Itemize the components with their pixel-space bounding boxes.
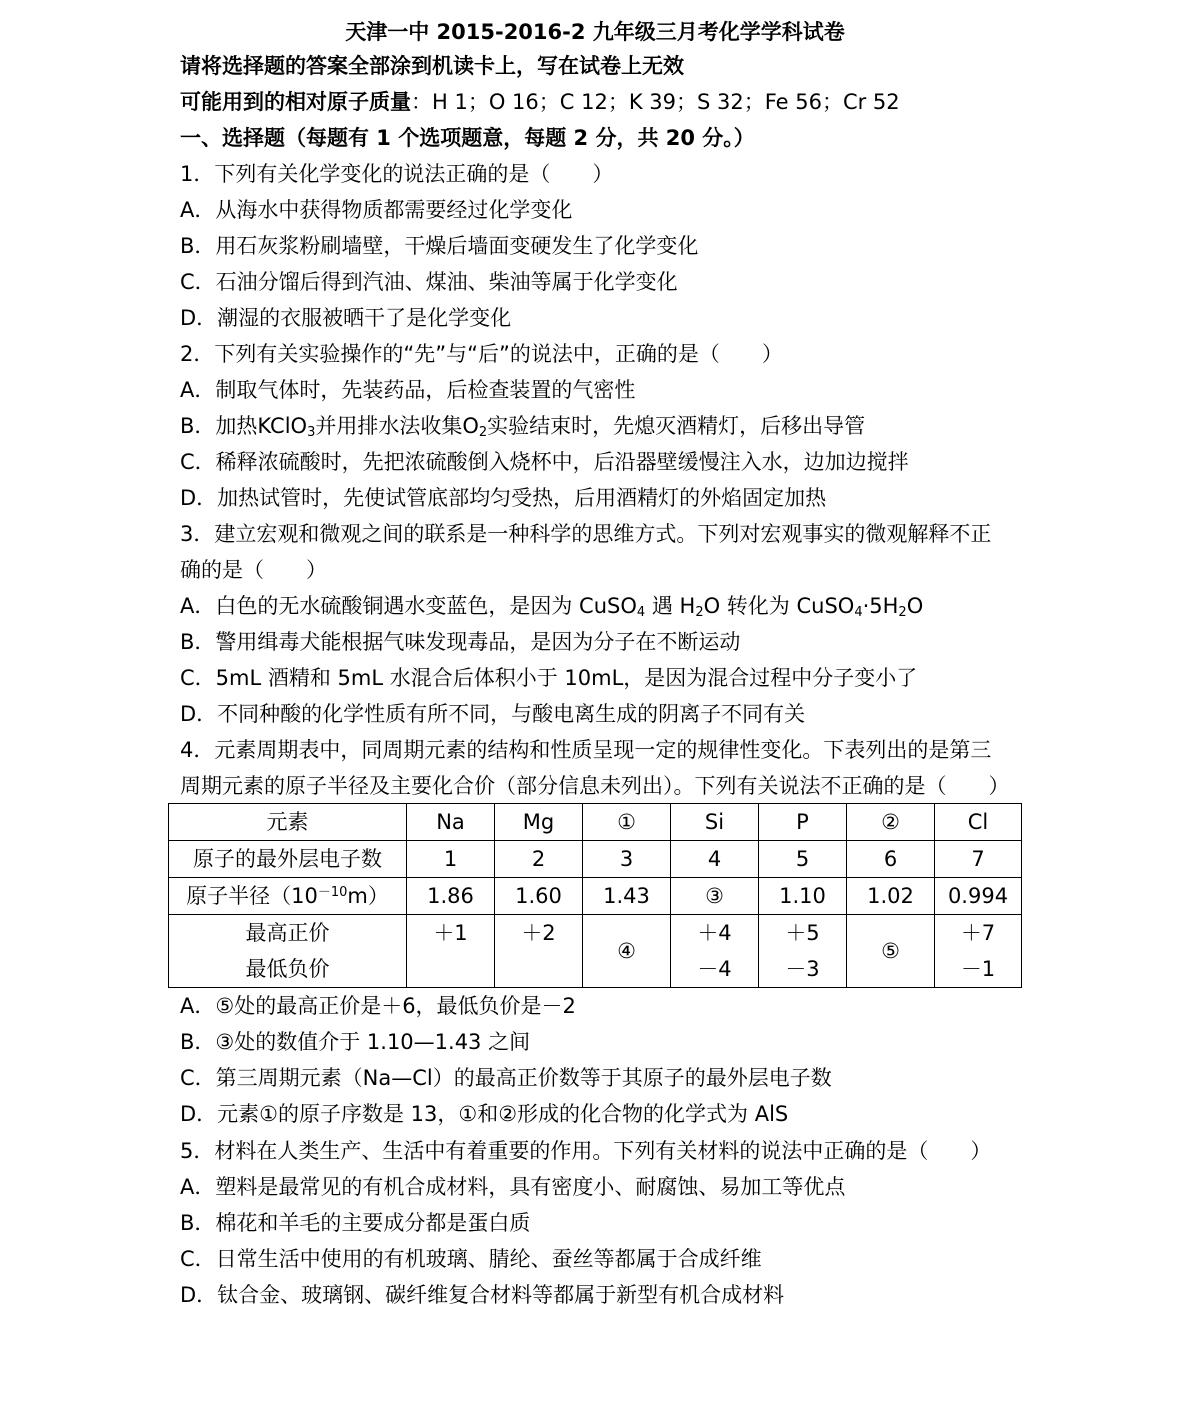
- electrons-cell: 4: [671, 841, 759, 878]
- question-3-stem-line-1: 3．建立宏观和微观之间的联系是一种科学的思维方式。下列对宏观事实的微观解释不正: [180, 522, 992, 546]
- valence-row-labels: [169, 915, 407, 988]
- atomic-mass-label: 可能用到的相对原子质量: [180, 90, 411, 114]
- question-5-option-d: D．钛合金、玻璃钢、碳纤维复合材料等都属于新型有机合成材料: [180, 1283, 785, 1307]
- table-row-electrons: [169, 841, 1022, 878]
- question-4-option-b: B．③处的数值介于 1.10—1.43 之间: [180, 1030, 531, 1054]
- valence-cell: ＋2: [495, 915, 583, 988]
- element-cell: ①: [583, 804, 671, 841]
- electrons-cell: 7: [935, 841, 1022, 878]
- element-cell: Cl: [935, 804, 1022, 841]
- valence-cell-merged: ④: [583, 915, 671, 988]
- electrons-cell: 6: [847, 841, 935, 878]
- element-cell: P: [759, 804, 847, 841]
- question-4-stem-line-1: 4．元素周期表中，同周期元素的结构和性质呈现一定的规律性变化。下表列出的是第三: [180, 738, 992, 762]
- question-4-option-d: D．元素①的原子序数是 13，①和②形成的化合物的化学式为 AlS: [180, 1102, 789, 1126]
- question-4-option-a: A．⑤处的最高正价是＋6，最低负价是－2: [180, 994, 576, 1018]
- question-2-option-c: C．稀释浓硫酸时，先把浓硫酸倒入烧杯中，后沿器壁缓慢注入水，边加边搅拌: [180, 450, 909, 474]
- period-three-elements-table: [168, 803, 1022, 988]
- radius-cell: 1.02: [847, 878, 935, 915]
- question-3-option-b: B．警用缉毒犬能根据气味发现毒品，是因为分子在不断运动: [180, 630, 741, 654]
- section-title: 一、选择题（每题有 1 个选项题意，每题 2 分，共 20 分。）: [180, 126, 755, 150]
- question-1-option-a: A．从海水中获得物质都需要经过化学变化: [180, 198, 573, 222]
- atomic-mass-line: [180, 84, 900, 120]
- valence-cell: ＋7 －1: [935, 915, 1022, 988]
- question-2-option-d: D．加热试管时，先使试管底部均匀受热，后用酒精灯的外焰固定加热: [180, 486, 827, 510]
- electrons-row-label: 原子的最外层电子数: [169, 841, 407, 878]
- question-5-stem: 5．材料在人类生产、生活中有着重要的作用。下列有关材料的说法中正确的是（ ）: [180, 1139, 992, 1163]
- atomic-mass-values: ：H 1；O 16；C 12；K 39；S 32；Fe 56；Cr 52: [411, 90, 900, 114]
- question-3-option-d: D．不同种酸的化学性质有所不同，与酸电离生成的阴离子不同有关: [180, 702, 806, 726]
- radius-cell: ③: [671, 878, 759, 915]
- min-valence-label: 最低负价: [245, 957, 330, 981]
- electrons-cell: 5: [759, 841, 847, 878]
- question-1-option-b: B．用石灰浆粉刷墙壁，干燥后墙面变硬发生了化学变化: [180, 234, 699, 258]
- question-3-option-a: A．白色的无水硫酸铜遇水变蓝色，是因为 CuSO$_4$ 遇 $H_2O$ 转化为 $CuSO_4\cdot 5H_2O$: [180, 594, 924, 620]
- element-cell: Na: [407, 804, 495, 841]
- question-5-option-b: B．棉花和羊毛的主要成分都是蛋白质: [180, 1211, 531, 1235]
- table-row-valence: [169, 915, 1022, 988]
- element-cell: ②: [847, 804, 935, 841]
- radius-cell: 1.60: [495, 878, 583, 915]
- element-cell: Si: [671, 804, 759, 841]
- radius-cell: 1.86: [407, 878, 495, 915]
- table-row-radius: [169, 878, 1022, 915]
- question-1-option-d: D．潮湿的衣服被晒干了是化学变化: [180, 306, 512, 330]
- table-row-elements: [169, 804, 1022, 841]
- electrons-cell: 2: [495, 841, 583, 878]
- exam-title: 天津一中 2015-2016-2 九年级三月考化学学科试卷: [345, 20, 845, 44]
- electrons-cell: 1: [407, 841, 495, 878]
- question-2-stem: 2．下列有关实验操作的“先”与“后”的说法中，正确的是（ ）: [180, 342, 783, 366]
- question-3-stem-line-2: 确的是（ ）: [180, 558, 327, 582]
- max-valence-label: 最高正价: [245, 921, 330, 945]
- valence-cell-merged: ⑤: [847, 915, 935, 988]
- table-header-label: 元素: [169, 804, 407, 841]
- valence-cell: ＋5 －3: [759, 915, 847, 988]
- answer-instruction: 请将选择题的答案全部涂到机读卡上，写在试卷上无效: [180, 54, 684, 78]
- question-5-option-c: C．日常生活中使用的有机玻璃、腈纶、蚕丝等都属于合成纤维: [180, 1247, 762, 1271]
- question-3-option-c: C．5mL 酒精和 5mL 水混合后体积小于 10mL，是因为混合过程中分子变小了: [180, 666, 918, 690]
- valence-cell: ＋4 －4: [671, 915, 759, 988]
- valence-cell: ＋1: [407, 915, 495, 988]
- radius-row-label: 原子半径$(10^{-10}m)$: [169, 878, 407, 915]
- question-2-option-a: A．制取气体时，先装药品，后检查装置的气密性: [180, 378, 636, 402]
- question-1-stem: 1．下列有关化学变化的说法正确的是（ ）: [180, 162, 614, 186]
- question-4-stem-line-2: 周期元素的原子半径及主要化合价（部分信息未列出）。下列有关说法不正确的是（ ）: [180, 774, 1010, 798]
- question-2-option-b: B．加热KClO$_3$并用排水法收集$O_2$实验结束时，先熄灭酒精灯，后移出导管: [180, 414, 866, 440]
- radius-cell: 0.994: [935, 878, 1022, 915]
- question-4-option-c: C．第三周期元素（Na—Cl）的最高正价数等于其原子的最外层电子数: [180, 1066, 832, 1090]
- element-cell: Mg: [495, 804, 583, 841]
- question-5-option-a: A．塑料是最常见的有机合成材料，具有密度小、耐腐蚀、易加工等优点: [180, 1175, 846, 1199]
- radius-cell: 1.43: [583, 878, 671, 915]
- radius-cell: 1.10: [759, 878, 847, 915]
- question-1-option-c: C．石油分馏后得到汽油、煤油、柴油等属于化学变化: [180, 270, 678, 294]
- electrons-cell: 3: [583, 841, 671, 878]
